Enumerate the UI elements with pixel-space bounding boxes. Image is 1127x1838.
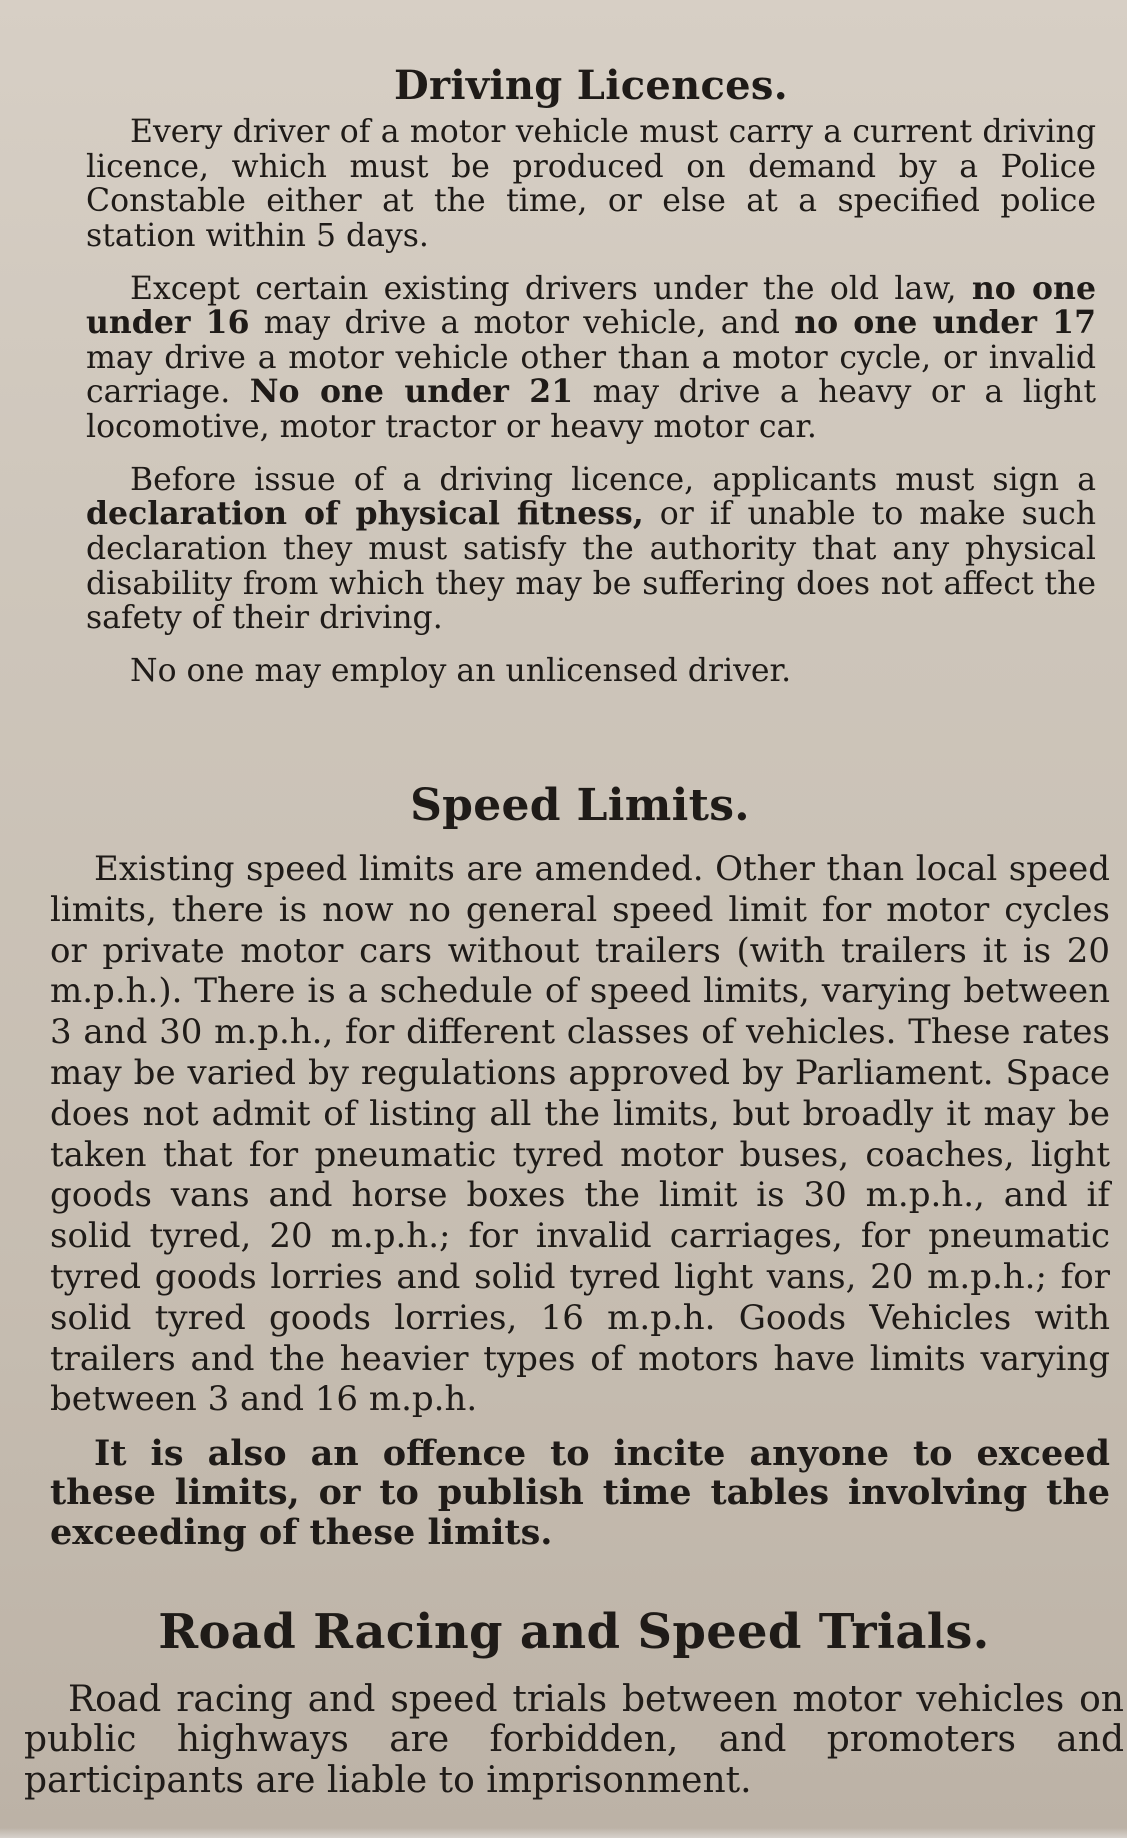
licences-paragraph-4: No one may employ an unlicensed driver. bbox=[130, 652, 792, 689]
licences-p2-bold-under-17: no one under 17 bbox=[794, 304, 1096, 342]
section-speed-limits bbox=[50, 780, 1110, 1552]
licences-p2-bold-under-16: no one under 16 bbox=[86, 269, 1096, 342]
driving-licences-heading: Driving Licences. bbox=[394, 62, 788, 109]
licences-p2-text-a: Except certain existing drivers under the old law, bbox=[130, 270, 972, 307]
licences-paragraph-3 bbox=[86, 463, 1096, 636]
licences-p2-bold-under-21: No one under 21 bbox=[249, 373, 574, 411]
licences-p2-text-g: may drive a heavy or a light locomotive, motor tractor or heavy motor car. bbox=[86, 374, 1096, 446]
page-bottom-edge bbox=[0, 1828, 1127, 1838]
licences-p3-text-c: or if unable to make such declaration they must satisfy the authority that any physical disability from which they may be suffering does not affect the safety of their driving. bbox=[86, 496, 1097, 637]
licences-p3-text-a: Before issue of a driving licence, applicants must sign a bbox=[130, 461, 1096, 498]
speed-paragraph-2: It is also an offence to incite anyone to exceed these limits, or to publish time tables involving the exceeding of these limits. bbox=[50, 1433, 1110, 1553]
licences-paragraph-2 bbox=[86, 269, 1096, 446]
speed-paragraph-1: Existing speed limits are amended. Other than local speed limits, there is now no general speed limit for motor cycles or private motor cars without trailers (with trailers it is 20 m.p.h.). There is a schedule of speed limits, varying between 3 and 30 m.p.h., for different classes of vehicles. These rates may be varied by regulations approved by Parliament. Space does not admit of listing all the limits, but broadly it may be taken that for pneumatic tyred motor buses, coaches, light goods vans and horse boxes the limit is 30 m.p.h., and if solid tyred, 20 m.p.h.; for invalid carriages, for pneumatic tyred goods lorries and solid tyred light vans, 20 m.p.h.; for solid tyred goods lorries, 16 m.p.h. Goods Vehicles with trailers and the heavier types of motors have limits varying between 3 and 16 m.p.h. bbox=[50, 849, 1110, 1420]
licences-p3-bold-declaration: declaration of physical fitness, bbox=[86, 495, 644, 533]
section-road-racing bbox=[24, 1604, 1124, 1801]
road-racing-heading: Road Racing and Speed Trials. bbox=[158, 1604, 990, 1660]
licences-paragraph-1: Every driver of a motor vehicle must carry a current driving licence, which must be produced on demand by a Police Constable either at the time, or else at a specified police station within 5 days. bbox=[86, 114, 1096, 254]
licences-p2-text-c: may drive a motor vehicle, and bbox=[249, 305, 795, 342]
section-driving-licences bbox=[86, 62, 1096, 707]
licences-p2-text-e: may drive a motor vehicle other than a motor cycle, or invalid carriage. bbox=[86, 339, 1096, 411]
racing-paragraph-1: Road racing and speed trials between motor vehicles on public highways are forbidden, and promoters and participants are liable to imprisonment. bbox=[24, 1679, 1124, 1801]
speed-limits-heading: Speed Limits. bbox=[410, 780, 750, 831]
